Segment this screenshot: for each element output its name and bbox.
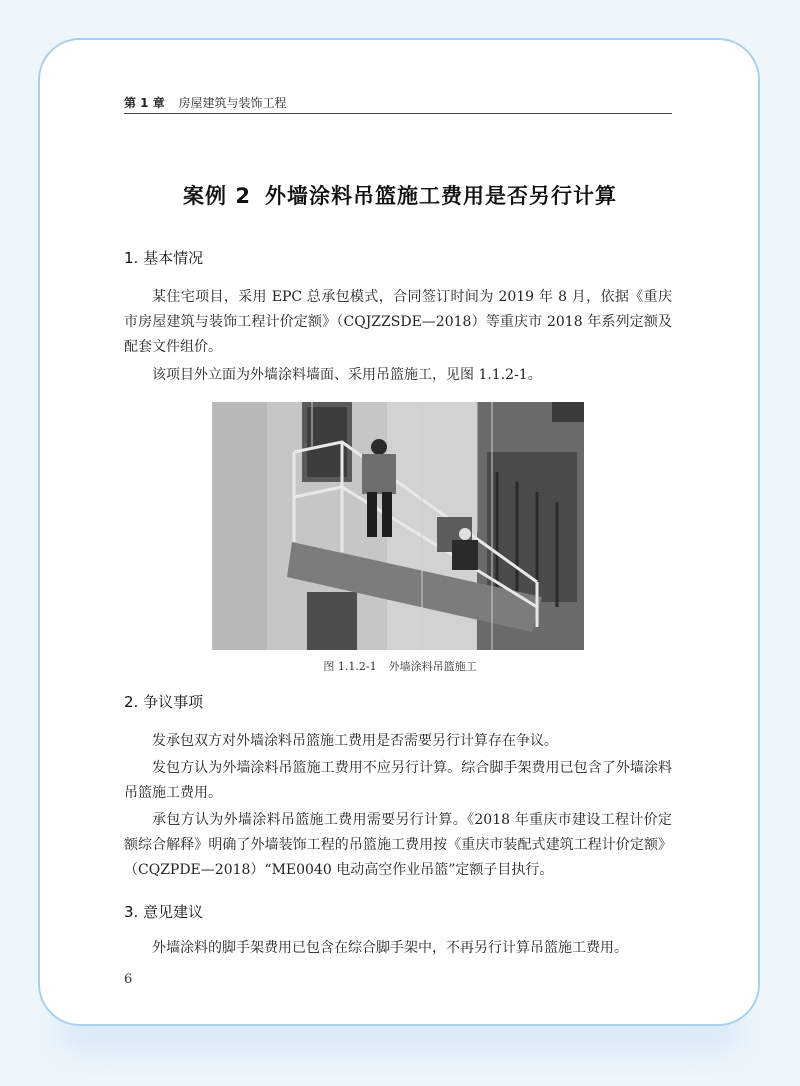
paragraph: 外墙涂料的脚手架费用已包含在综合脚手架中，不再另行计算吊篮施工费用。 [152, 940, 628, 956]
section-heading-dispute: 2. 争议事项 [124, 693, 204, 711]
paragraph: 发包方认为外墙涂料吊篮施工费用不应另行计算。综合脚手架费用已包含了外墙涂料吊篮施工费用。 [124, 760, 672, 801]
chapter-number: 第 1 章 [124, 96, 165, 110]
case-number: 案例 2 [183, 184, 251, 208]
case-title [0, 180, 800, 210]
figure-caption [0, 658, 800, 674]
header-rule [124, 113, 672, 114]
paragraph: 某住宅项目，采用 EPC 总承包模式，合同签订时间为 2019 年 8 月，依据《重庆市房屋建筑与装饰工程计价定额》（CQJZZSDE—2018）等重庆市 2018 年系列定额及配套文件组价。 [124, 289, 672, 355]
section-heading-basic: 1. 基本情况 [124, 249, 204, 267]
construction-photo [212, 402, 584, 650]
running-head [124, 94, 287, 111]
paragraph: 该项目外立面为外墙涂料墙面、采用吊篮施工，见图 1.1.2-1。 [152, 367, 542, 383]
figure-label: 图 1.1.2-1 [323, 660, 377, 673]
page-number: 6 [124, 972, 133, 987]
paragraph: 承包方认为外墙涂料吊篮施工费用需要另行计算。《2018 年重庆市建设工程计价定额综合解释》明确了外墙装饰工程的吊篮施工费用按《重庆市装配式建筑工程计价定额》（CQZPDE—2018）“ME0040 电动高空作业吊篮”定额子目执行。 [124, 812, 672, 878]
paragraph: 发承包双方对外墙涂料吊篮施工费用是否需要另行计算存在争议。 [152, 733, 558, 749]
section-heading-advice: 3. 意见建议 [124, 903, 204, 921]
chapter-title: 房屋建筑与装饰工程 [178, 96, 287, 110]
figure-caption-text: 外墙涂料吊篮施工 [388, 660, 477, 673]
case-title-text: 外墙涂料吊篮施工费用是否另行计算 [264, 184, 617, 208]
